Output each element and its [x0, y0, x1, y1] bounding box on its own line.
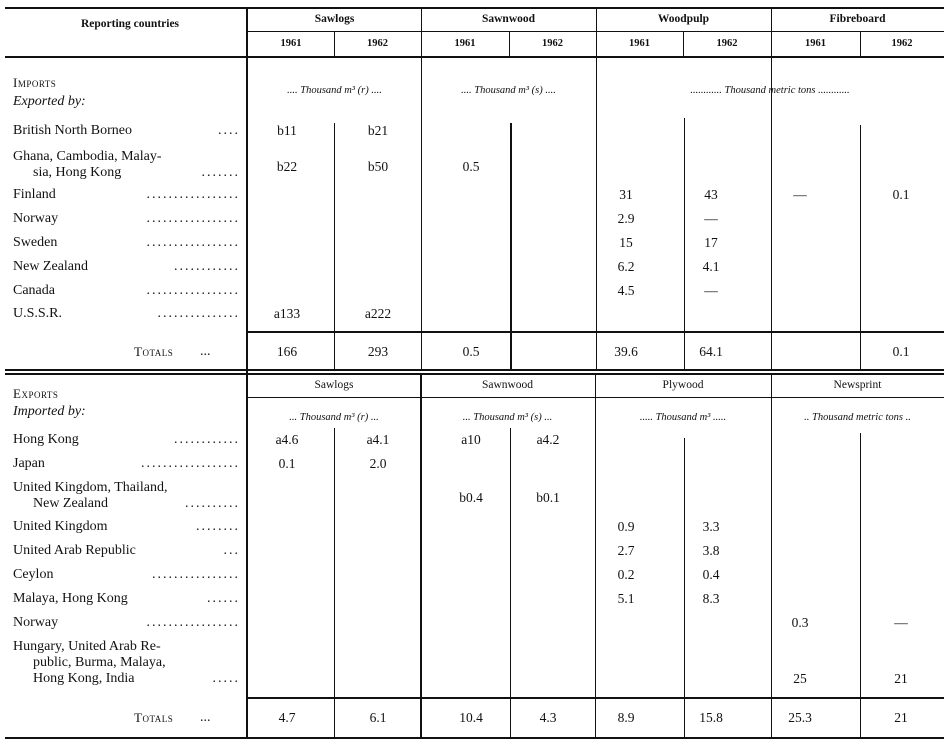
imports-unit-woodpulp: ............ Thousand metric tons ............ [690, 85, 850, 96]
country-label: Sweden [13, 235, 58, 250]
data-cell: a4.6 [275, 432, 299, 447]
imports-subtitle: Exported by: [13, 94, 86, 109]
year-label: 1961 [454, 38, 476, 49]
leader-dots: ............ [174, 260, 240, 274]
total-cell: 10.4 [459, 710, 483, 725]
exports-subtitle: Imported by: [13, 404, 86, 419]
imports-unit-sawlogs: .... Thousand m³ (r) .... [287, 85, 382, 96]
exports-newsprint-header: Newsprint [833, 379, 882, 391]
total-cell: 25.3 [788, 710, 812, 725]
data-cell: 4.1 [702, 259, 720, 274]
year-rule [334, 123, 335, 369]
leader-dots: ............... [157, 307, 240, 321]
country-label: New Zealand [13, 259, 89, 274]
imports-totals-dots: ... [200, 344, 211, 359]
leader-dots: .......... [185, 497, 240, 511]
leader-dots: ................ [152, 568, 240, 582]
data-cell: a4.2 [536, 432, 560, 447]
country-label: Norway [13, 615, 59, 630]
leader-dots: ................. [146, 236, 240, 250]
leader-dots: ................. [146, 284, 240, 298]
year-label: 1962 [367, 38, 388, 49]
country-label: Ceylon [13, 567, 54, 582]
data-cell: 0.3 [791, 615, 809, 630]
data-cell: — [894, 615, 908, 630]
leader-dots: ............ [174, 433, 240, 447]
exports-sawlogs-header: Sawlogs [314, 379, 354, 391]
data-cell: b0.4 [459, 490, 483, 505]
year-label: 1962 [716, 38, 738, 49]
year-rule [860, 125, 861, 369]
country-label: U.S.S.R. [13, 306, 63, 321]
country-label-cont: New Zealand [33, 496, 109, 511]
country-label: United Kingdom [13, 519, 108, 534]
leader-dots: .... [218, 124, 240, 138]
year-rule [334, 428, 335, 737]
exports-unit-sawnwood: ... Thousand m³ (s) ... [462, 412, 553, 423]
leader-dots: .................. [141, 457, 240, 471]
year-label: 1961 [280, 38, 302, 49]
data-cell: 8.3 [702, 591, 720, 606]
year-label: 1962 [542, 38, 563, 49]
group-rule [420, 373, 422, 737]
data-cell: a222 [364, 306, 392, 321]
exports-title: Exports [13, 386, 59, 401]
country-label: United Arab Republic [13, 543, 136, 558]
year-rule [860, 433, 861, 737]
imports-totals-label: Totals [134, 344, 174, 359]
woodpulp-header: Woodpulp [657, 13, 710, 25]
data-cell: 0.1 [892, 187, 910, 202]
data-cell: 2.7 [617, 543, 635, 558]
leader-dots: ...... [207, 592, 240, 606]
country-label-cont: public, Burma, Malaya, [33, 655, 166, 670]
data-cell: 0.4 [702, 567, 720, 582]
total-cell: 0.5 [462, 344, 480, 359]
data-cell: 21 [894, 671, 908, 686]
data-cell: 0.5 [462, 159, 480, 174]
data-cell: b11 [277, 123, 297, 138]
country-label: Hong Kong [13, 432, 79, 447]
total-cell: 39.6 [614, 344, 638, 359]
leader-dots: ..... [212, 672, 240, 686]
total-cell: 64.1 [699, 344, 723, 359]
data-cell: a133 [273, 306, 301, 321]
exports-sawnwood-header: Sawnwood [481, 379, 534, 391]
data-cell: 3.8 [702, 543, 720, 558]
data-cell: 2.0 [369, 456, 387, 471]
sawnwood-header: Sawnwood [481, 13, 536, 25]
country-label: Norway [13, 211, 59, 226]
data-cell: b22 [276, 159, 298, 174]
leader-dots: ................. [146, 616, 240, 630]
imports-unit-sawnwood: .... Thousand m³ (s) .... [461, 85, 556, 96]
total-cell: 4.3 [539, 710, 557, 725]
year-label: 1962 [891, 38, 913, 49]
data-cell: 0.9 [617, 519, 635, 534]
data-cell: 0.2 [617, 567, 635, 582]
leader-dots: ........ [196, 520, 240, 534]
year-rule [684, 438, 685, 737]
data-cell: 2.9 [617, 211, 635, 226]
data-cell: 6.2 [617, 259, 635, 274]
exports-totals-label: Totals [134, 710, 174, 725]
data-cell: b21 [367, 123, 389, 138]
country-label-cont: sia, Hong Kong [33, 165, 122, 180]
country-label: Japan [13, 456, 45, 471]
stub-rule [246, 7, 248, 737]
total-cell: 293 [367, 344, 389, 359]
country-label-cont: Hong Kong, India [33, 671, 135, 686]
country-label: United Kingdom, Thailand, [13, 480, 168, 495]
leader-dots: ....... [201, 166, 240, 180]
data-cell: b0.1 [536, 490, 560, 505]
data-cell: 17 [704, 235, 718, 250]
data-cell: 5.1 [617, 591, 635, 606]
total-cell: 21 [894, 710, 908, 725]
data-cell: 43 [704, 187, 718, 202]
total-cell: 4.7 [278, 710, 296, 725]
data-cell: — [704, 283, 718, 298]
exports-unit-sawlogs: ... Thousand m³ (r) ... [289, 412, 379, 423]
data-cell: 25 [793, 671, 807, 686]
total-cell: 6.1 [369, 710, 387, 725]
exports-plywood-header: Plywood [662, 379, 704, 391]
year-rule [510, 123, 512, 369]
country-label: British North Borneo [13, 123, 132, 138]
data-cell: 0.1 [278, 456, 296, 471]
data-cell: 31 [619, 187, 633, 202]
total-cell: 166 [276, 344, 298, 359]
bottom-rule [5, 737, 944, 739]
top-rule [5, 7, 944, 9]
data-cell: — [704, 211, 718, 226]
data-cell: a10 [461, 432, 481, 447]
leader-dots: ................. [146, 212, 240, 226]
total-cell: 8.9 [617, 710, 635, 725]
leader-dots: ................. [146, 188, 240, 202]
country-label: Ghana, Cambodia, Malay- [13, 149, 162, 164]
total-cell: 0.1 [892, 344, 910, 359]
data-cell: b50 [367, 159, 389, 174]
section-rule-b [5, 373, 944, 375]
exports-unit-newsprint: .. Thousand metric tons .. [804, 412, 911, 423]
data-cell: 3.3 [702, 519, 720, 534]
group-rule [421, 7, 422, 369]
exports-totals-dots: ... [200, 710, 211, 725]
fibreboard-header: Fibreboard [829, 13, 886, 25]
section-rule-a [5, 369, 944, 371]
total-cell: 15.8 [699, 710, 723, 725]
imports-title: Imports [13, 75, 57, 90]
leader-dots: ... [223, 544, 240, 558]
data-cell: a4.1 [366, 432, 390, 447]
country-label: Hungary, United Arab Re- [13, 639, 161, 654]
header-bottom-rule [5, 56, 944, 58]
year-rule [510, 428, 511, 737]
year-label: 1961 [805, 38, 826, 49]
year-label: 1961 [629, 38, 650, 49]
sawlogs-header: Sawlogs [314, 13, 355, 25]
data-cell: 15 [619, 235, 633, 250]
data-cell: 4.5 [617, 283, 635, 298]
country-label: Finland [13, 187, 56, 202]
country-label: Malaya, Hong Kong [13, 591, 128, 606]
country-label: Canada [13, 283, 55, 298]
reporting-countries-header: Reporting countries [80, 18, 180, 30]
exports-unit-plywood: ..... Thousand m³ ..... [639, 412, 727, 423]
data-cell: — [793, 187, 807, 202]
